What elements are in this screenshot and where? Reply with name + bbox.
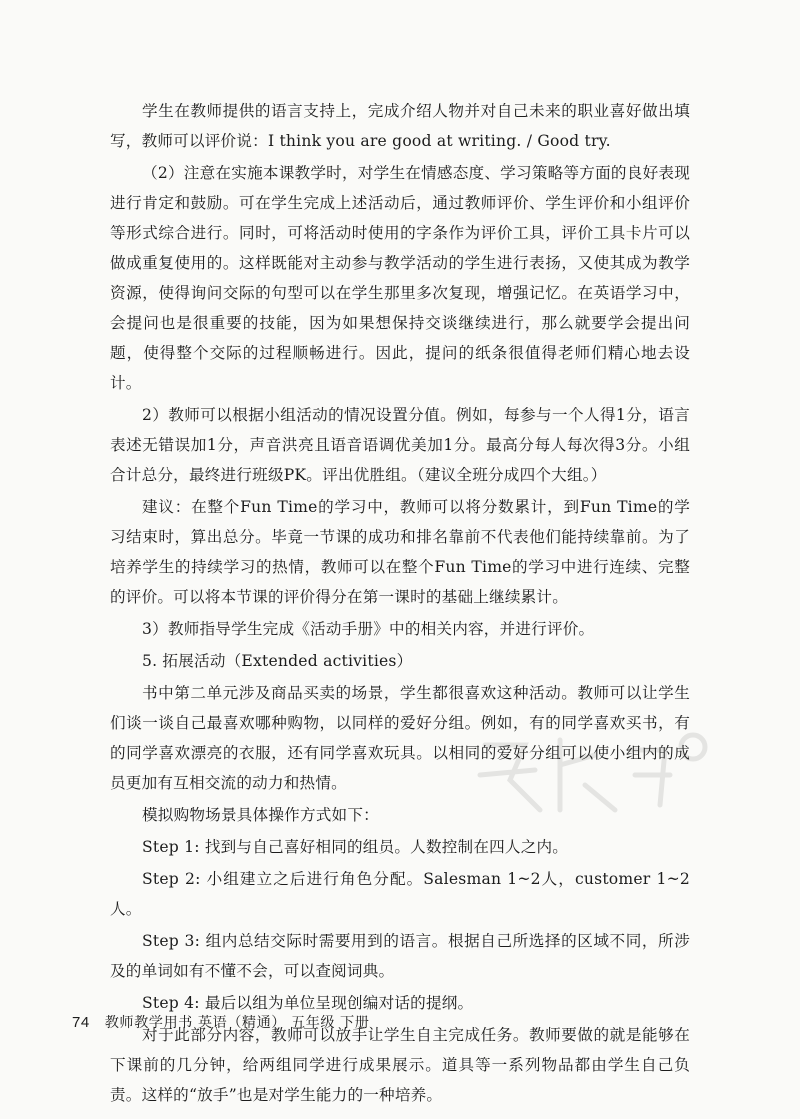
- step-1: Step 1: 找到与自己喜好相同的组员。人数控制在四人之内。: [142, 838, 569, 856]
- book-title: 教师教学用书 英语（精通） 五年级 下册: [104, 1015, 370, 1031]
- step-3: Step 3: 组内总结交际时需要用到的语言。根据自己所选择的区域不同，所涉及的单词如有不懂不会，可以查阅词典。: [110, 932, 690, 980]
- section-heading-extended-activities: 5. 拓展活动（Extended activities）: [142, 652, 413, 670]
- watermark-stamp: [465, 725, 715, 820]
- paragraph-point-2: （2）注意在实施本课教学时，对学生在情感态度、学习策略等方面的良好表现进行肯定和鼓励。可在学生完成上述活动后，通过教师评价、学生评价和小组评价等形式综合进行。同时，可将活动时使用的字条作为评价工具，评价工具卡片可以做成重复使用的。这样既能对主动参与教学活动的学生进行表扬，又使其成为教学资源，使得询问交际的句型可以在学生那里多次复现，增强记忆。在英语学习中，会提问也是很重要的技能，因为如果想保持交谈继续进行，那么就要学会提出问题，使得整个交际的过程顺畅进行。因此，提问的纸条很值得老师们精心地去设计。: [110, 164, 690, 392]
- paragraph-scoring: 2）教师可以根据小组活动的情况设置分值。例如，每参与一个人得1分，语言表述无错误加1分，声音洪亮且语音语调优美加1分。最高分每人每次得3分。小组合计总分，最终进行班级PK。评出优胜组。（建议全班分成四个大组。）: [110, 406, 690, 484]
- paragraph-activity-book: 3）教师指导学生完成《活动手册》中的相关内容，并进行评价。: [142, 620, 595, 638]
- body-text: [110, 96, 690, 1112]
- paragraph-procedure-intro: 模拟购物场景具体操作方式如下：: [142, 806, 379, 824]
- step-4: Step 4: 最后以组为单位呈现创编对话的提纲。: [142, 994, 474, 1012]
- paragraph-suggestion: 建议：在整个Fun Time的学习中，教师可以将分数累计，到Fun Time的学习结束时，算出总分。毕竟一节课的成功和排名靠前不代表他们能持续靠前。为了培养学生的持续学习的热情，教师可以在整个Fun Time的学习中进行连续、完整的评价。可以将本节课的评价得分在第一课时的基础上继续累计。: [110, 498, 690, 606]
- paragraph-shopping-scene: 书中第二单元涉及商品买卖的场景，学生都很喜欢这种活动。教师可以让学生们谈一谈自己最喜欢哪种购物，以同样的爱好分组。例如，有的同学喜欢买书，有的同学喜欢漂亮的衣服，还有同学喜欢玩具。以相同的爱好分组可以使小组内的成员更加有互相交流的动力和热情。: [110, 684, 690, 792]
- page-footer: [72, 1012, 369, 1032]
- paragraph-conclusion: 对于此部分内容，教师可以放手让学生自主完成任务。教师要做的就是能够在下课前的几分钟，给两组同学进行成果展示。道具等一系列物品都由学生自己负责。这样的“放手”也是对学生能力的一种培养。: [110, 1026, 690, 1104]
- paragraph-evaluation-phrase: 学生在教师提供的语言支持上，完成介绍人物并对自己未来的职业喜好做出填写，教师可以评价说：I think you are good at writing. / Good try.: [110, 102, 690, 150]
- page-number: 74: [72, 1014, 90, 1031]
- step-2: Step 2: 小组建立之后进行角色分配。Salesman 1~2人，customer 1~2人。: [110, 870, 690, 918]
